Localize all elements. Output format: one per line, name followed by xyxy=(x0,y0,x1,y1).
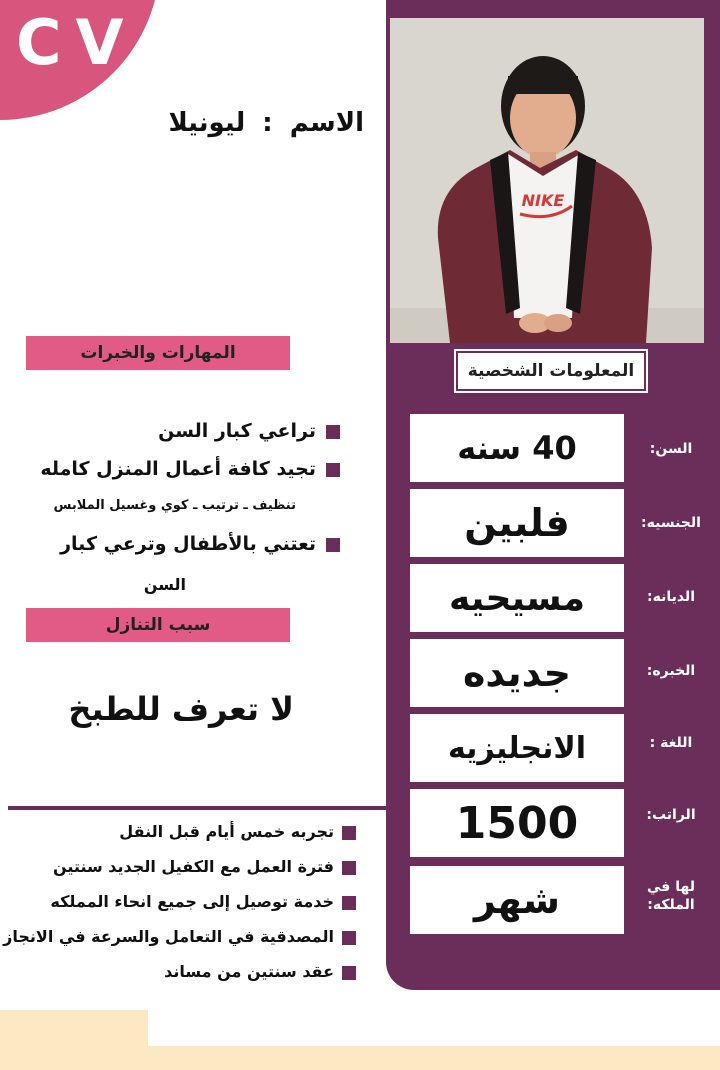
skills-title: المهارات والخبرات xyxy=(80,343,236,363)
name-label: الاسم xyxy=(289,108,364,138)
bullet-square-icon xyxy=(326,425,340,439)
stay-value-box xyxy=(410,866,624,934)
bullet-square-icon xyxy=(342,966,356,980)
personal-info-title: المعلومات الشخصية xyxy=(467,361,635,381)
stay-value: شهر xyxy=(473,878,561,922)
experience-label: الخبره: xyxy=(646,663,696,679)
skill-item xyxy=(60,533,340,555)
profile-photo xyxy=(390,18,704,343)
name-separator: : xyxy=(262,108,273,138)
bottom-list-text: تجربه خمس أيام قبل النقل xyxy=(119,822,334,841)
bullet-square-icon xyxy=(326,538,340,552)
bottom-list-item xyxy=(3,927,356,946)
language-value-box xyxy=(410,714,624,782)
language-label: اللغة : xyxy=(649,735,693,751)
skills-header xyxy=(26,336,290,370)
bottom-list-item xyxy=(53,857,356,876)
skill-item xyxy=(158,420,340,442)
name-line xyxy=(168,108,364,138)
person-illustration xyxy=(390,18,704,343)
religion-label: الديانه: xyxy=(646,589,695,605)
bullet-square-icon xyxy=(326,463,340,477)
bottom-list-text: عقد سنتين من مساند xyxy=(164,962,334,981)
skill-continuation: السن xyxy=(143,575,186,594)
bullet-square-icon xyxy=(342,826,356,840)
religion-value-box xyxy=(410,564,624,632)
section-divider xyxy=(8,806,386,810)
nationality-value-box xyxy=(410,489,624,557)
salary-value-box xyxy=(410,789,624,857)
cv-label: CV xyxy=(16,6,138,79)
age-label: السن: xyxy=(649,441,693,457)
age-value-box xyxy=(410,414,624,482)
bottom-list-item xyxy=(50,892,356,911)
religion-value: مسيحيه xyxy=(448,577,586,619)
skill-text: تراعي كبار السن xyxy=(158,420,316,442)
bottom-list-text: خدمة توصيل إلى جميع انحاء المملكه xyxy=(50,892,334,911)
nationality-label: الجنسيه: xyxy=(641,515,701,531)
bullet-square-icon xyxy=(342,931,356,945)
experience-value-box xyxy=(410,639,624,707)
reason-title: سبب التنازل xyxy=(105,615,211,635)
reason-value: لا تعرف للطبخ xyxy=(68,690,294,728)
skill-subtext: تنظيف ـ ترتيب ـ كوي وغسيل الملابس xyxy=(53,498,296,513)
salary-value: 1500 xyxy=(455,797,579,849)
nationality-value: فلبين xyxy=(464,501,570,545)
stay-label: لها في الملكه: xyxy=(647,879,695,913)
skill-item xyxy=(40,458,340,480)
experience-value: جديده xyxy=(463,651,571,695)
name-value: ليونيلا xyxy=(168,108,246,138)
footer-white-band xyxy=(148,1010,720,1046)
skill-text: تعتني بالأطفال وترعي كبار xyxy=(60,533,316,555)
age-value: 40 سنه xyxy=(457,429,577,467)
reason-header xyxy=(26,608,290,642)
salary-label: الراتب: xyxy=(646,807,696,823)
personal-info-title-box xyxy=(456,351,646,391)
bullet-square-icon xyxy=(342,896,356,910)
bottom-list-text: المصدقية في التعامل والسرعة في الانجاز xyxy=(3,927,334,946)
language-value: الانجليزيه xyxy=(447,730,587,766)
bottom-list-text: فترة العمل مع الكفيل الجديد سنتين xyxy=(53,857,334,876)
skill-text: تجيد كافة أعمال المنزل كامله xyxy=(40,458,316,480)
bottom-list-item xyxy=(164,962,356,981)
bullet-square-icon xyxy=(342,861,356,875)
bottom-list-item xyxy=(119,822,356,841)
shirt-logo-text: NIKE xyxy=(521,191,565,210)
